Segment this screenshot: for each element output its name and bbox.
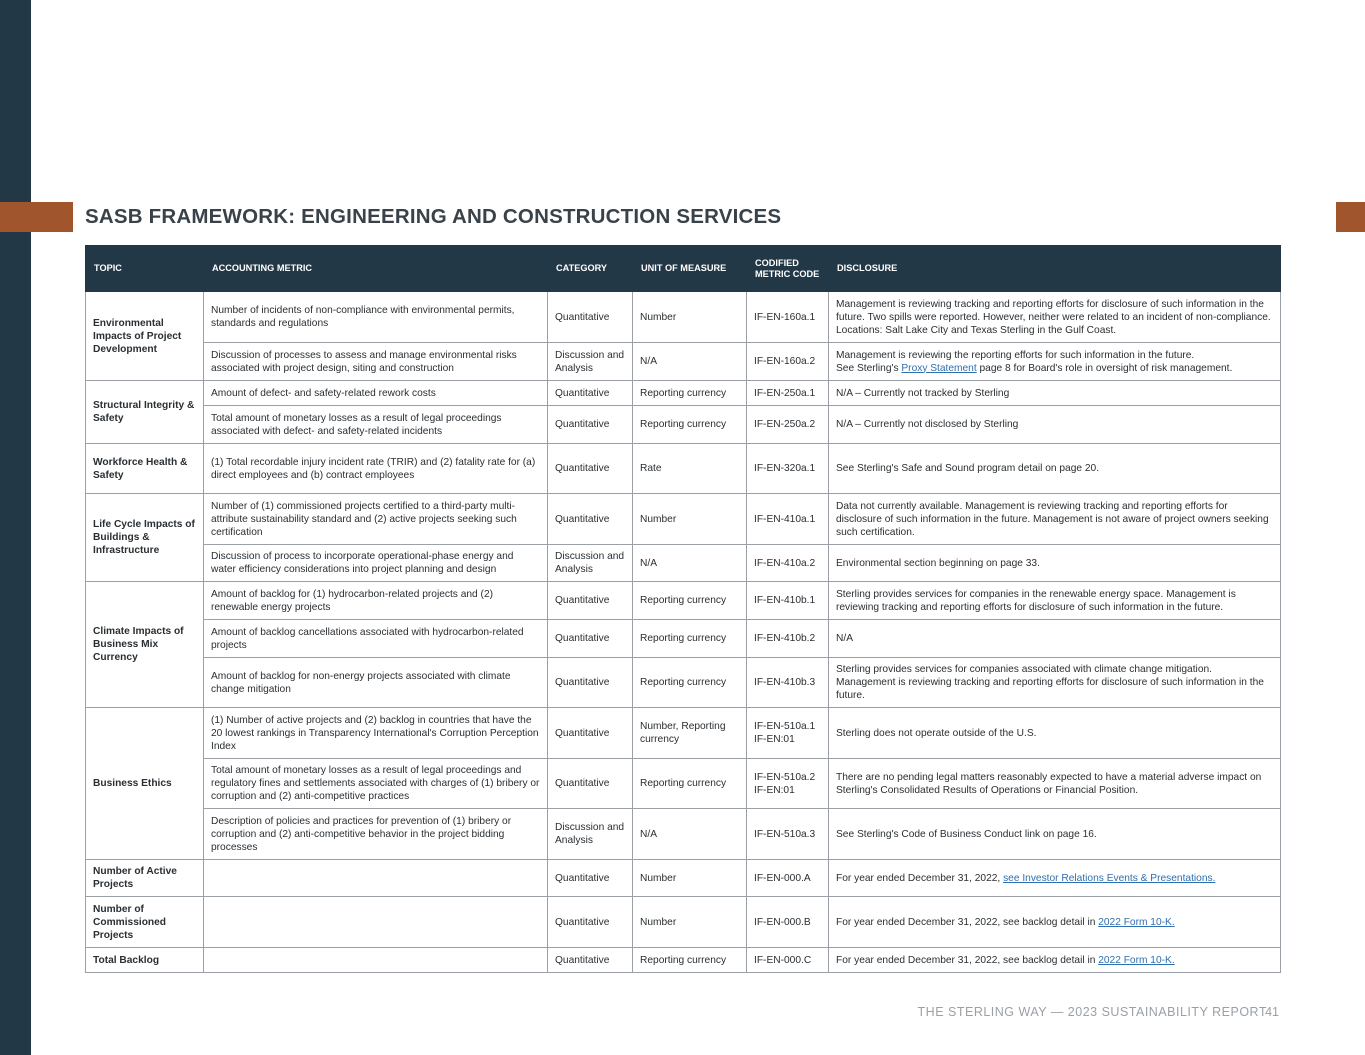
metric-cell: Number of incidents of non-compliance with environmental permits, standards and regulations — [204, 292, 548, 343]
disclosure-cell — [829, 343, 1281, 381]
topic-cell: Number of Commissioned Projects — [86, 897, 204, 948]
code-cell: IF-EN-410a.1 — [747, 494, 829, 545]
category-cell: Quantitative — [548, 948, 633, 973]
table-row — [86, 620, 1281, 658]
metric-cell: Amount of backlog for non-energy projects associated with climate change mitigation — [204, 658, 548, 708]
metric-cell: Amount of backlog cancellations associated with hydrocarbon-related projects — [204, 620, 548, 658]
topic-cell: Environmental Impacts of Project Development — [86, 292, 204, 381]
category-cell: Quantitative — [548, 658, 633, 708]
code-cell — [747, 708, 829, 759]
topic-cell: Structural Integrity & Safety — [86, 381, 204, 444]
metric-cell: Discussion of processes to assess and manage environmental risks associated with project design, siting and construction — [204, 343, 548, 381]
side-bar — [0, 0, 31, 1055]
code-cell: IF-EN-000.B — [747, 897, 829, 948]
code-cell: IF-EN-320a.1 — [747, 444, 829, 494]
disclosure-cell: Environmental section beginning on page 33. — [829, 545, 1281, 582]
disclosure-cell: Management is reviewing tracking and reporting efforts for disclosure of such information in the future. Two spills were reported. However, neither were related to an incident of non-compliance. Locations: Salt Lake City and Texas Sterling in the Gulf Coast. — [829, 292, 1281, 343]
disclosure-cell: N/A — [829, 620, 1281, 658]
metric-cell: (1) Total recordable injury incident rate (TRIR) and (2) fatality rate for (a) direct employees and (b) contract employees — [204, 444, 548, 494]
unit-cell: N/A — [633, 809, 747, 860]
footer-report-title: THE STERLING WAY — 2023 SUSTAINABILITY REPORT — [917, 1005, 1267, 1019]
accent-tab-right — [1336, 202, 1365, 232]
disclosure-cell — [829, 897, 1281, 948]
table-row — [86, 406, 1281, 444]
code-line: IF-EN:01 — [754, 734, 795, 745]
unit-cell: Reporting currency — [633, 948, 747, 973]
code-cell: IF-EN-410b.3 — [747, 658, 829, 708]
metric-cell: Amount of defect- and safety-related rework costs — [204, 381, 548, 406]
disclosure-line: Management is reviewing the reporting efforts for such information in the future. — [836, 349, 1195, 361]
unit-cell: Reporting currency — [633, 582, 747, 620]
category-cell: Discussion and Analysis — [548, 809, 633, 860]
metric-cell — [204, 948, 548, 973]
disclosure-text: For year ended December 31, 2022, see backlog detail in — [836, 916, 1099, 928]
page-number: 41 — [1265, 1005, 1279, 1019]
category-cell: Quantitative — [548, 444, 633, 494]
topic-cell: Life Cycle Impacts of Buildings & Infrastructure — [86, 494, 204, 582]
disclosure-cell — [829, 948, 1281, 973]
header-codified-metric-code: CODIFIED METRIC CODE — [747, 246, 829, 292]
table-row — [86, 809, 1281, 860]
disclosure-cell: See Sterling's Safe and Sound program detail on page 20. — [829, 444, 1281, 494]
code-cell: IF-EN-410a.2 — [747, 545, 829, 582]
category-cell: Discussion and Analysis — [548, 545, 633, 582]
disclosure-cell — [829, 860, 1281, 897]
metric-cell: Number of (1) commissioned projects certified to a third-party multi-attribute sustainability standard and (2) active projects seeking such certification — [204, 494, 548, 545]
table-row — [86, 494, 1281, 545]
code-line: IF-EN-510a.2 — [754, 771, 816, 783]
code-cell: IF-EN-250a.2 — [747, 406, 829, 444]
metric-cell: (1) Number of active projects and (2) backlog in countries that have the 20 lowest rankings in Transparency International's Corruption Perception Index — [204, 708, 548, 759]
metric-cell: Total amount of monetary losses as a result of legal proceedings and regulatory fines and settlements associated with charges of (1) bribery or corruption and (2) anti-competitive practices — [204, 759, 548, 809]
disclosure-text: See Sterling's — [836, 362, 902, 374]
category-cell: Quantitative — [548, 759, 633, 809]
code-cell: IF-EN-160a.2 — [747, 343, 829, 381]
code-cell: IF-EN-510a.3 — [747, 809, 829, 860]
table-row — [86, 708, 1281, 759]
table-row — [86, 948, 1281, 973]
table-row — [86, 897, 1281, 948]
accent-tab-left — [0, 202, 73, 232]
category-cell: Quantitative — [548, 620, 633, 658]
metric-cell — [204, 860, 548, 897]
header-category: CATEGORY — [548, 246, 633, 292]
disclosure-text: For year ended December 31, 2022, see backlog detail in — [836, 954, 1099, 966]
disclosure-cell: Sterling does not operate outside of the U.S. — [829, 708, 1281, 759]
table-row — [86, 545, 1281, 582]
unit-cell: Rate — [633, 444, 747, 494]
category-cell: Quantitative — [548, 381, 633, 406]
unit-cell: Number — [633, 860, 747, 897]
unit-cell: Reporting currency — [633, 406, 747, 444]
category-cell: Quantitative — [548, 582, 633, 620]
table-row — [86, 582, 1281, 620]
header-unit-of-measure: UNIT OF MEASURE — [633, 246, 747, 292]
code-cell: IF-EN-000.C — [747, 948, 829, 973]
form-10k-link[interactable]: 2022 Form 10-K. — [1098, 954, 1175, 966]
unit-cell: Number — [633, 292, 747, 343]
metric-cell: Description of policies and practices for prevention of (1) bribery or corruption and (2) anti-competitive behavior in the project bidding processes — [204, 809, 548, 860]
unit-cell: Number — [633, 897, 747, 948]
metric-cell: Discussion of process to incorporate operational-phase energy and water efficiency considerations into project planning and design — [204, 545, 548, 582]
disclosure-cell: N/A – Currently not disclosed by Sterling — [829, 406, 1281, 444]
table-row — [86, 759, 1281, 809]
disclosure-text: For year ended December 31, 2022, — [836, 872, 1004, 884]
category-cell: Quantitative — [548, 292, 633, 343]
unit-cell: N/A — [633, 545, 747, 582]
topic-cell: Number of Active Projects — [86, 860, 204, 897]
unit-cell: Reporting currency — [633, 381, 747, 406]
disclosure-cell: There are no pending legal matters reasonably expected to have a material adverse impact on Sterling's Consolidated Results of Operations or Financial Position. — [829, 759, 1281, 809]
code-cell: IF-EN-160a.1 — [747, 292, 829, 343]
disclosure-cell: N/A – Currently not tracked by Sterling — [829, 381, 1281, 406]
topic-cell: Total Backlog — [86, 948, 204, 973]
topic-cell: Workforce Health & Safety — [86, 444, 204, 494]
table-row — [86, 658, 1281, 708]
unit-cell: Number, Reporting currency — [633, 708, 747, 759]
disclosure-text: page 8 for Board's role in oversight of risk management. — [976, 362, 1233, 374]
unit-cell: Number — [633, 494, 747, 545]
header-accounting-metric: ACCOUNTING METRIC — [204, 246, 548, 292]
topic-cell: Business Ethics — [86, 708, 204, 860]
disclosure-cell: Sterling provides services for companies associated with climate change mitigation. Management is reviewing tracking and reporting efforts for disclosure of such information in the future. — [829, 658, 1281, 708]
topic-cell: Climate Impacts of Business Mix Currency — [86, 582, 204, 708]
code-line: IF-EN-510a.1 — [754, 721, 816, 732]
code-cell: IF-EN-000.A — [747, 860, 829, 897]
disclosure-cell: Data not currently available. Management is reviewing tracking and reporting efforts for disclosure of such information in the future. Management is not aware of project owners seeking such certification. — [829, 494, 1281, 545]
disclosure-cell: Sterling provides services for companies in the renewable energy space. Management is reviewing tracking and reporting efforts for disclosure of such information in the future. — [829, 582, 1281, 620]
disclosure-cell: See Sterling's Code of Business Conduct link on page 16. — [829, 809, 1281, 860]
category-cell: Discussion and Analysis — [548, 343, 633, 381]
code-cell: IF-EN-410b.1 — [747, 582, 829, 620]
table-header-row — [86, 246, 1281, 292]
disclosure-line — [836, 362, 1273, 375]
category-cell: Quantitative — [548, 494, 633, 545]
unit-cell: Reporting currency — [633, 759, 747, 809]
category-cell: Quantitative — [548, 860, 633, 897]
table-row — [86, 343, 1281, 381]
metric-cell — [204, 897, 548, 948]
unit-cell: Reporting currency — [633, 620, 747, 658]
investor-relations-link[interactable]: see Investor Relations Events & Presentations. — [1003, 872, 1216, 884]
unit-cell: Reporting currency — [633, 658, 747, 708]
code-line: IF-EN:01 — [754, 784, 795, 796]
table-row — [86, 444, 1281, 494]
unit-cell: N/A — [633, 343, 747, 381]
header-topic: TOPIC — [86, 246, 204, 292]
table-row — [86, 292, 1281, 343]
metric-cell: Amount of backlog for (1) hydrocarbon-related projects and (2) renewable energy projects — [204, 582, 548, 620]
sasb-table — [85, 245, 1281, 973]
code-cell — [747, 759, 829, 809]
table-row — [86, 860, 1281, 897]
category-cell: Quantitative — [548, 708, 633, 759]
category-cell: Quantitative — [548, 406, 633, 444]
metric-cell: Total amount of monetary losses as a result of legal proceedings associated with defect- and safety-related incidents — [204, 406, 548, 444]
page-title: SASB FRAMEWORK: ENGINEERING AND CONSTRUCTION SERVICES — [85, 205, 782, 228]
code-cell: IF-EN-250a.1 — [747, 381, 829, 406]
table-row — [86, 381, 1281, 406]
category-cell: Quantitative — [548, 897, 633, 948]
form-10k-link[interactable]: 2022 Form 10-K. — [1098, 916, 1175, 928]
code-cell: IF-EN-410b.2 — [747, 620, 829, 658]
header-disclosure: DISCLOSURE — [829, 246, 1281, 292]
proxy-statement-link[interactable]: Proxy Statement — [901, 362, 977, 374]
